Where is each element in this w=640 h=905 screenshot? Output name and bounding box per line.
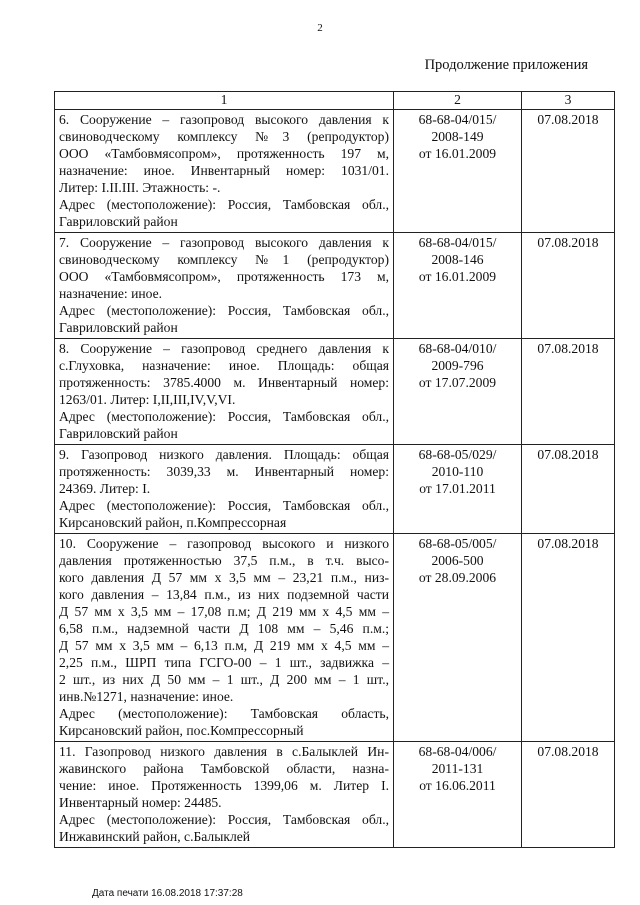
registration-number-cell bbox=[394, 742, 522, 848]
description-line: Кирсановский район, пос.Компрессорный bbox=[59, 723, 304, 738]
registration-number-cell bbox=[394, 339, 522, 445]
description-line: Инвентарный номер: 24485. bbox=[59, 795, 222, 810]
continuation-title: Продолжение приложения bbox=[424, 57, 588, 73]
registration-line: 2006-500 bbox=[431, 553, 484, 568]
object-description-cell bbox=[55, 233, 394, 339]
registration-line: 2008-149 bbox=[431, 129, 484, 144]
description-line: Д 57 мм х 3,5 мм – 6,13 п.м, Д 219 мм х 4,5 мм – bbox=[59, 638, 389, 653]
table-header-row bbox=[55, 92, 615, 110]
table-row bbox=[55, 445, 615, 534]
table-row bbox=[55, 534, 615, 742]
object-description-cell bbox=[55, 445, 394, 534]
description-line: 6,58 п.м., надземной части Д 108 мм – 5,46 п.м.; bbox=[59, 621, 389, 636]
description-line: Гавриловский район bbox=[59, 214, 178, 229]
description-line: Адрес (местоположение): Россия, Тамбовская обл., bbox=[59, 498, 389, 513]
registration-line: 2011-131 bbox=[431, 761, 484, 776]
registration-line: 68-68-05/005/ bbox=[418, 536, 497, 551]
date-cell: 07.08.2018 bbox=[522, 110, 615, 233]
column-header-1: 1 bbox=[55, 92, 394, 110]
registration-line: от 17.01.2011 bbox=[419, 481, 496, 496]
description-line: Адрес (местоположение): Тамбовская область, bbox=[59, 706, 389, 721]
description-line: свиноводческому комплексу №3 (репродуктор) bbox=[59, 129, 389, 144]
page-number: 2 bbox=[317, 22, 323, 34]
date-cell: 07.08.2018 bbox=[522, 339, 615, 445]
description-line: Инжавинский район, с.Балыклей bbox=[59, 829, 251, 844]
registration-line: от 28.09.2006 bbox=[418, 570, 497, 585]
registration-line: 2008-146 bbox=[431, 252, 484, 267]
registration-line: 68-68-04/015/ bbox=[418, 235, 497, 250]
description-line: кого давления Д 57 мм х 3,5 мм – 23,21 п.м., низ- bbox=[59, 570, 389, 585]
registration-line: 68-68-04/010/ bbox=[418, 341, 497, 356]
date-cell: 07.08.2018 bbox=[522, 742, 615, 848]
description-line: Адрес (местоположение): Россия, Тамбовская обл., bbox=[59, 303, 389, 318]
registration-line: 68-68-04/006/ bbox=[418, 744, 497, 759]
description-line: с.Глуховка, назначение: иное. Площадь: общая bbox=[59, 358, 389, 373]
description-line: ООО «Тамбовмясопром», протяженность 197 м, bbox=[59, 146, 389, 161]
description-line: Литер: I.II.III. Этажность: -. bbox=[59, 180, 221, 195]
description-line: Адрес (местоположение): Россия, Тамбовская обл., bbox=[59, 409, 389, 424]
table-row bbox=[55, 339, 615, 445]
print-date: Дата печати 16.08.2018 17:37:28 bbox=[92, 888, 243, 899]
description-line: свиноводческому комплексу №1 (репродуктор) bbox=[59, 252, 389, 267]
description-line: давления протяженностью 37,5 п.м., в т.ч. высо- bbox=[59, 553, 389, 568]
description-line: 10. Сооружение – газопровод высокого и низкого bbox=[59, 536, 389, 551]
description-line: кого давления – 13,84 п.м., из них подземной части bbox=[59, 587, 389, 602]
registration-line: от 16.06.2011 bbox=[419, 778, 496, 793]
registration-number-cell bbox=[394, 110, 522, 233]
description-line: Д 57 мм х 3,5 мм – 17,08 п.м; Д 219 мм х 4,5 мм – bbox=[59, 604, 389, 619]
date-cell: 07.08.2018 bbox=[522, 445, 615, 534]
object-description-cell bbox=[55, 339, 394, 445]
description-line: 7. Сооружение – газопровод высокого давления к bbox=[59, 235, 389, 250]
registration-line: от 16.01.2009 bbox=[418, 269, 497, 284]
column-header-3: 3 bbox=[522, 92, 615, 110]
description-line: чение: иное. Протяженность 1399,06 м. Литер I. bbox=[59, 778, 389, 793]
description-line: назначение: иное. Инвентарный номер: 1031/01. bbox=[59, 163, 389, 178]
description-line: инв.№1271, назначение: иное. bbox=[59, 689, 234, 704]
registration-line: 2009-796 bbox=[431, 358, 484, 373]
description-line: 1263/01. Литер: I,II,III,IV,V,VI. bbox=[59, 392, 236, 407]
registration-number-cell bbox=[394, 534, 522, 742]
description-line: 8. Сооружение – газопровод среднего давления к bbox=[59, 341, 389, 356]
registration-number-cell bbox=[394, 445, 522, 534]
description-line: 2,25 п.м., ШРП типа ГСГО-00 – 1 шт., задвижка – bbox=[59, 655, 389, 670]
description-line: ООО «Тамбовмясопром», протяженность 173 м, bbox=[59, 269, 389, 284]
column-header-2: 2 bbox=[394, 92, 522, 110]
description-line: Гавриловский район bbox=[59, 320, 178, 335]
description-line: Адрес (местоположение): Россия, Тамбовская обл., bbox=[59, 812, 389, 827]
description-line: 2 шт., из них Д 50 мм – 1 шт., Д 200 мм – 1 шт., bbox=[59, 672, 389, 687]
object-description-cell bbox=[55, 110, 394, 233]
description-line: 6. Сооружение – газопровод высокого давления к bbox=[59, 112, 389, 127]
description-line: протяженность: 3039,33 м. Инвентарный номер: bbox=[59, 464, 389, 479]
registration-line: 68-68-05/029/ bbox=[418, 447, 497, 462]
object-description-cell bbox=[55, 742, 394, 848]
description-line: Кирсановский район, п.Компрессорная bbox=[59, 515, 287, 530]
registry-table bbox=[54, 91, 615, 848]
table-row bbox=[55, 110, 615, 233]
table-row bbox=[55, 233, 615, 339]
registration-line: от 17.07.2009 bbox=[418, 375, 497, 390]
registration-line: 68-68-04/015/ bbox=[418, 112, 497, 127]
date-cell: 07.08.2018 bbox=[522, 534, 615, 742]
description-line: Гавриловский район bbox=[59, 426, 178, 441]
description-line: 9. Газопровод низкого давления. Площадь: общая bbox=[59, 447, 389, 462]
object-description-cell bbox=[55, 534, 394, 742]
description-line: жавинского района Тамбовской области, назна- bbox=[59, 761, 389, 776]
table-row bbox=[55, 742, 615, 848]
description-line: протяженность: 3785.4000 м. Инвентарный номер: bbox=[59, 375, 389, 390]
description-line: 11. Газопровод низкого давления в с.Балыклей Ин- bbox=[59, 744, 389, 759]
date-cell: 07.08.2018 bbox=[522, 233, 615, 339]
description-line: 24369. Литер: I. bbox=[59, 481, 151, 496]
description-line: назначение: иное. bbox=[59, 286, 163, 301]
registration-number-cell bbox=[394, 233, 522, 339]
registration-line: от 16.01.2009 bbox=[418, 146, 497, 161]
description-line: Адрес (местоположение): Россия, Тамбовская обл., bbox=[59, 197, 389, 212]
registration-line: 2010-110 bbox=[431, 464, 484, 479]
